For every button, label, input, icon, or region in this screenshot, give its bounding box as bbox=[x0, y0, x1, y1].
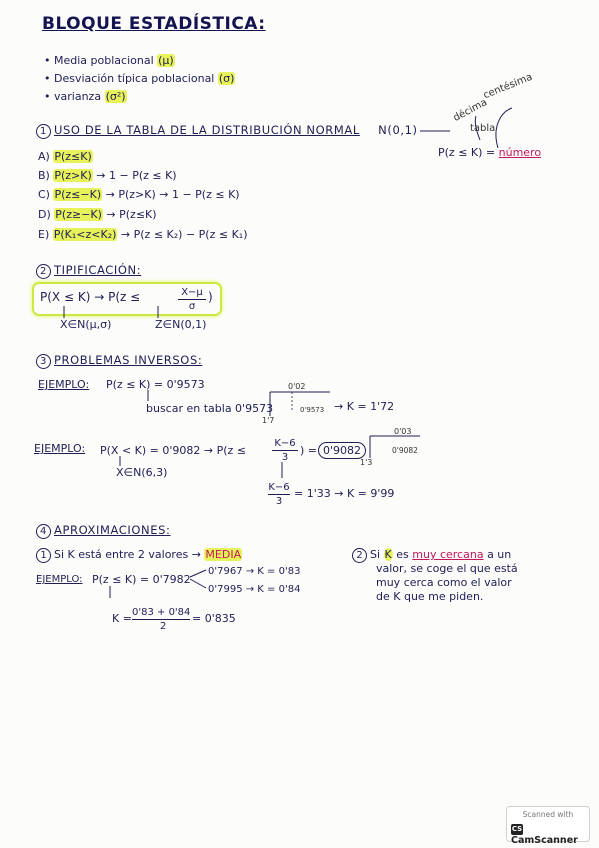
aprox-1-expr: P(z ≤ K) = 0'7982 bbox=[92, 573, 191, 586]
example-1-table-side: 1'7 bbox=[262, 416, 275, 425]
label-centesima: centésima bbox=[481, 71, 535, 102]
pz-expr: P(z ≤ K) = bbox=[438, 146, 496, 159]
case-d-expr: P(z≥−K) bbox=[55, 208, 102, 221]
label-tabla: tabla bbox=[470, 123, 496, 134]
aprox-1-number: 1 bbox=[36, 548, 51, 563]
example-2-table-side: 1'3 bbox=[360, 458, 373, 467]
aprox-2-k: K bbox=[384, 548, 392, 561]
arrow-tabla-curve-2 bbox=[475, 116, 480, 140]
aprox-1-example-label: EJEMPLO: bbox=[36, 574, 83, 585]
example-2-table-value: 0'9082 bbox=[392, 446, 418, 455]
arrow-tabla-curve bbox=[496, 108, 512, 148]
tip-right: P(z ≤ bbox=[108, 290, 141, 304]
aprox-2-es: es bbox=[396, 548, 409, 561]
section-3-title: PROBLEMAS INVERSOS: bbox=[54, 353, 203, 367]
example-2-frac-num: K−6 bbox=[272, 437, 298, 451]
aprox-2-aun: a un bbox=[487, 548, 512, 561]
case-d-result: → P(z≤K) bbox=[106, 208, 157, 221]
case-c-expr: P(z≤−K) bbox=[54, 188, 102, 201]
example-2-sol-den: 3 bbox=[275, 496, 283, 507]
example-2-sol-num: K−6 bbox=[268, 482, 290, 493]
tip-close: ) bbox=[208, 290, 213, 304]
badge-brand bbox=[511, 824, 589, 846]
section-2-number: 2 bbox=[36, 264, 51, 279]
example-1-buscar: buscar en tabla 0'9573 bbox=[146, 402, 274, 415]
bullet-desviacion-symbol: (σ) bbox=[218, 72, 235, 85]
page-title: BLOQUE ESTADÍSTICA: bbox=[42, 14, 266, 34]
example-1-expr: P(z ≤ K) = 0'9573 bbox=[106, 378, 205, 391]
camscanner-badge bbox=[506, 806, 590, 846]
aprox-branch-up bbox=[190, 570, 206, 577]
case-e-result: → P(z ≤ K₂) − P(z ≤ K₁) bbox=[120, 228, 248, 241]
case-e-label: E) bbox=[38, 228, 50, 241]
aprox-1-v1: 0'7967 → K = 0'83 bbox=[208, 566, 301, 577]
example-2-table-top: 0'03 bbox=[394, 427, 412, 436]
aprox-1-k-num: 0'83 + 0'84 bbox=[132, 607, 191, 618]
aprox-2-line3: muy cerca como el valor bbox=[376, 576, 512, 589]
case-d-label: D) bbox=[38, 208, 51, 221]
tip-frac-den: σ bbox=[188, 301, 196, 312]
example-1-table-value: 0'9573 bbox=[300, 406, 325, 414]
tip-arrow: → bbox=[94, 290, 105, 304]
bullet-varianza: • varianza (σ²) bbox=[44, 90, 126, 103]
aprox-2-number: 2 bbox=[352, 548, 367, 563]
case-b-result: → 1 − P(z ≤ K) bbox=[96, 169, 177, 182]
bullet-media: • Media poblacional (μ) bbox=[44, 54, 174, 67]
badge-brand-text: CamScanner bbox=[511, 835, 578, 846]
x-dist-label: X∈N(μ,σ) bbox=[60, 318, 112, 331]
section-1-normal: N(0,1) bbox=[378, 123, 418, 137]
case-a-expr: P(z≤K) bbox=[54, 150, 92, 163]
aprox-branch-down bbox=[190, 579, 206, 588]
section-4-title: APROXIMACIONES: bbox=[54, 523, 171, 537]
example-2-prob: P(X < K) = 0'9082 bbox=[100, 444, 201, 457]
section-1-title: USO DE LA TABLA DE LA DISTRIBUCIÓN NORMAL bbox=[54, 123, 360, 137]
section-2-title: TIPIFICACIÓN: bbox=[54, 263, 142, 277]
example-2-xen: X∈N(6,3) bbox=[116, 466, 168, 479]
bullet-media-symbol: (μ) bbox=[158, 54, 174, 67]
example-2-p2: P(z ≤ bbox=[216, 444, 247, 457]
section-1-number: 1 bbox=[36, 124, 51, 139]
z-dist-label: Z∈N(0,1) bbox=[155, 318, 207, 331]
aprox-1-media: MEDIA bbox=[205, 548, 242, 561]
label-decima: décima bbox=[451, 97, 490, 124]
aprox-1-k-pre: K = bbox=[112, 612, 132, 625]
case-c-result: → P(z>K) → 1 − P(z ≤ K) bbox=[105, 188, 240, 201]
section-3-number: 3 bbox=[36, 354, 51, 369]
case-b-expr: P(z>K) bbox=[54, 169, 92, 182]
aprox-2-line4: de K que me piden. bbox=[376, 590, 484, 603]
aprox-2-cercana: muy cercana bbox=[412, 548, 484, 561]
example-2-frac-den: 3 bbox=[281, 452, 289, 463]
case-a-label: A) bbox=[38, 150, 50, 163]
example-2-eq: ) = bbox=[300, 444, 318, 457]
example-2-label: EJEMPLO: bbox=[34, 442, 86, 455]
example-2-sol-rest: = 1'33 → K = 9'99 bbox=[294, 487, 395, 500]
case-c-label: C) bbox=[38, 188, 50, 201]
section-4-number: 4 bbox=[36, 524, 51, 539]
bullet-desviacion: • Desviación típica poblacional (σ) bbox=[44, 72, 235, 85]
badge-scanned-with: Scanned with bbox=[522, 810, 574, 819]
example-2-circled-value: 0'9082 bbox=[318, 442, 366, 459]
example-1-table-top: 0'02 bbox=[288, 382, 306, 391]
example-1-result: → K = 1'72 bbox=[334, 400, 395, 413]
aprox-2-line2: valor, se coge el que está bbox=[376, 562, 518, 575]
aprox-1-k-result: = 0'835 bbox=[192, 612, 236, 625]
aprox-2-si: Si bbox=[370, 548, 381, 561]
tip-frac-num: X−μ bbox=[178, 286, 206, 300]
tip-left: P(X ≤ K) bbox=[40, 290, 91, 304]
camscanner-logo-icon: CS bbox=[511, 825, 523, 833]
aprox-1-text: Si K está entre 2 valores → bbox=[54, 548, 201, 561]
case-b-label: B) bbox=[38, 169, 50, 182]
case-e-expr: P(K₁<z<K₂) bbox=[53, 228, 117, 241]
bullet-varianza-symbol: (σ²) bbox=[105, 90, 126, 103]
example-2-arrow: → bbox=[203, 444, 214, 457]
aprox-1-k-den: 2 bbox=[160, 621, 167, 632]
bullet-desviacion-text: Desviación típica poblacional bbox=[54, 72, 215, 85]
bullet-media-text: Media poblacional bbox=[54, 54, 154, 67]
bullet-varianza-text: varianza bbox=[54, 90, 102, 103]
numero-label: número bbox=[498, 146, 542, 159]
example-1-label: EJEMPLO: bbox=[38, 378, 90, 391]
aprox-1-v2: 0'7995 → K = 0'84 bbox=[208, 584, 301, 595]
